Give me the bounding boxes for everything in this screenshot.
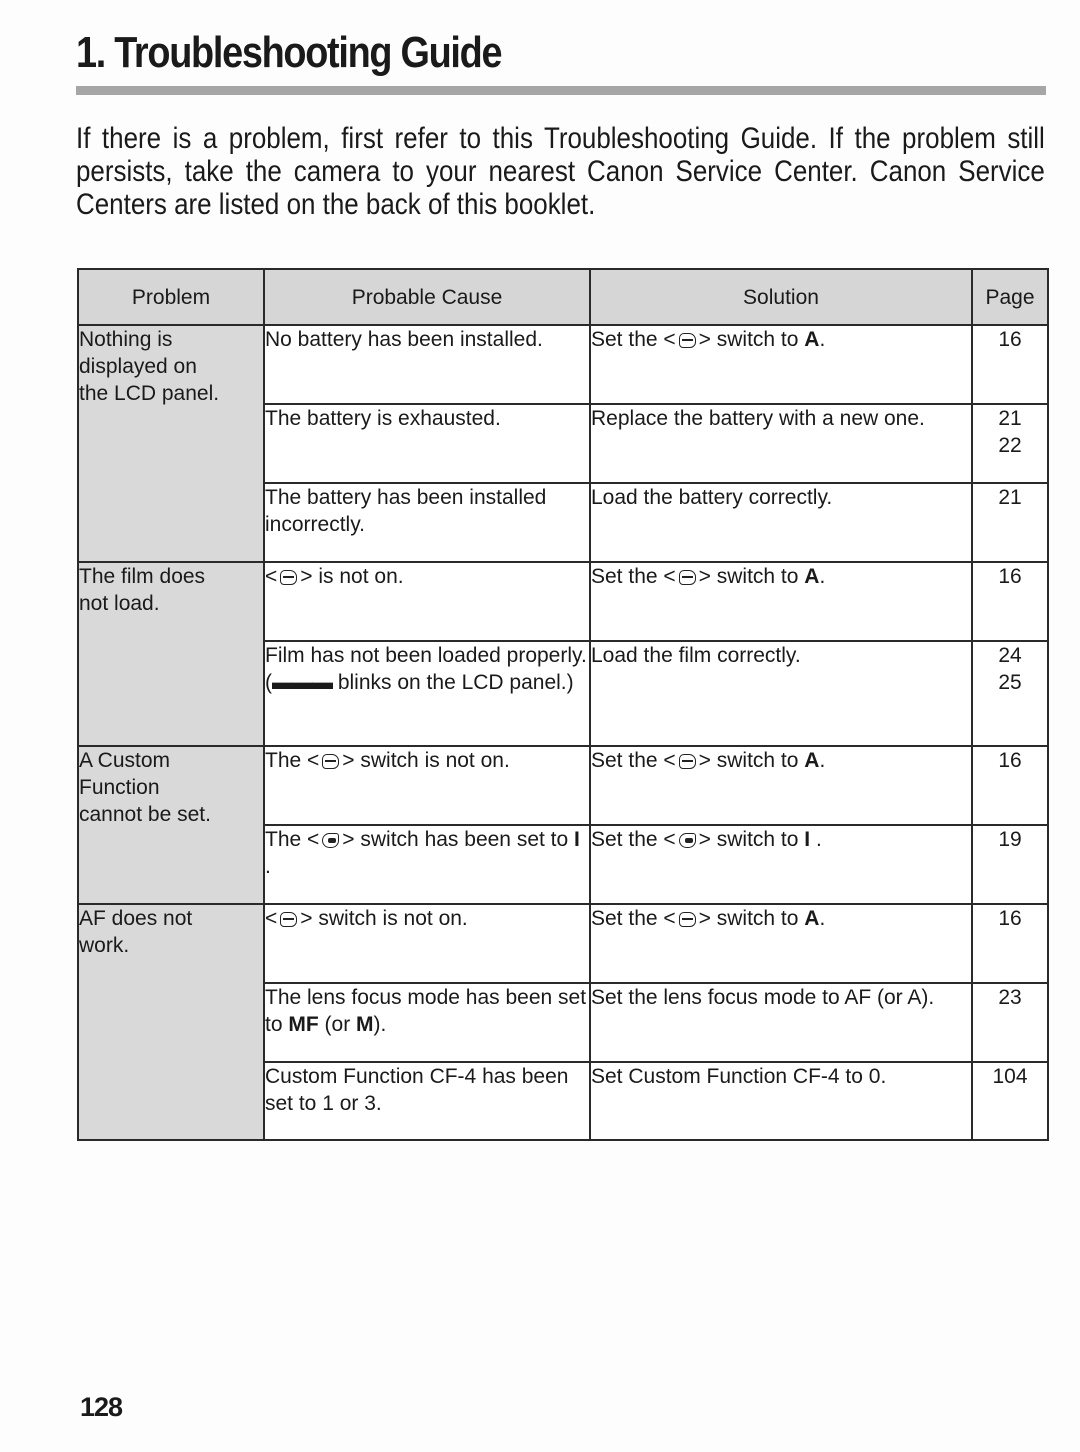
cause-cell [264,904,590,983]
cause-text: Film has not been loaded properly. ( [265,644,587,694]
cause-text: < [265,907,278,930]
problem-text: Nothing is [79,328,173,351]
cause-text: The lens focus mode has been set to [265,986,587,1036]
problem-text: cannot be set. [79,803,211,826]
problem-cell [78,904,264,1140]
cause-text: ). [373,1013,387,1036]
problem-text: work. [79,934,130,957]
title-rule [76,86,1046,95]
solution-text: > switch to [698,907,805,930]
solution-cell [590,746,972,825]
solution-text: . [819,565,826,588]
page-cell [972,325,1048,404]
solution-text: > switch to [698,828,805,851]
solution-cell [590,825,972,904]
cause-cell [264,825,590,904]
page-cell [972,825,1048,904]
column-header-probable-cause: Probable Cause [264,269,590,325]
cause-cell [264,746,590,825]
main-switch-icon [679,333,696,348]
main-switch-icon [322,754,339,769]
page-ref: 24 [998,644,1022,667]
solution-cell: Set the lens focus mode to AF (or A). [590,983,972,1062]
cause-cell: No battery has been installed. [264,325,590,404]
page-title: 1. Troubleshooting Guide [76,28,502,77]
solution-text: > switch to [698,749,805,772]
problem-cell [78,325,264,562]
page-cell [972,983,1048,1062]
page-cell [972,404,1048,483]
page-ref: 16 [998,907,1022,930]
lock-switch-icon [679,833,696,848]
switch-position-label: A [804,565,820,588]
troubleshooting-table [77,268,1049,1141]
main-switch-icon [679,754,696,769]
cause-text: The < [265,749,320,772]
page-ref: 16 [998,328,1022,351]
column-header-problem: Problem [78,269,264,325]
table-row [78,325,1048,404]
cause-cell: The battery is exhausted. [264,404,590,483]
cause-text: > switch is not on. [342,749,510,772]
page-ref: 104 [992,1065,1028,1088]
page-ref: 19 [998,828,1022,851]
cause-text: > switch is not on. [300,907,468,930]
problem-cell [78,746,264,904]
problem-text: Function [79,776,160,799]
solution-cell: Set Custom Function CF-4 to 0. [590,1062,972,1140]
cause-cell [264,641,590,746]
page-cell [972,746,1048,825]
cause-cell [264,562,590,641]
problem-text: AF does not [79,907,193,930]
switch-position-label: I [804,828,811,851]
page-cell [972,483,1048,562]
problem-text: the LCD panel. [79,382,220,405]
lock-switch-icon [322,833,339,848]
cause-text: . [265,855,271,878]
column-header-page: Page [972,269,1048,325]
problem-text: A Custom [79,749,171,772]
page-ref: 16 [998,749,1022,772]
solution-text: . [815,828,822,851]
switch-position-label: I [574,828,580,851]
cause-text: > switch has been set to [342,828,575,851]
page-cell [972,562,1048,641]
problem-text: not load. [79,592,160,615]
page-ref: 22 [998,434,1022,457]
page-cell [972,904,1048,983]
cause-text: < [265,565,278,588]
cause-text: The < [265,828,320,851]
switch-position-label: A [804,328,820,351]
main-switch-icon [679,912,696,927]
solution-text: Set the < [591,328,676,351]
focus-mode-label: MF [288,1013,319,1036]
page-ref: 25 [998,671,1022,694]
switch-position-label: A [804,749,820,772]
solution-text: Set the < [591,828,676,851]
solution-text: . [819,749,826,772]
table-header-row [78,269,1048,325]
cause-cell: Custom Function CF-4 has been set to 1 or 3. [264,1062,590,1140]
page-ref: 16 [998,565,1022,588]
intro-paragraph: If there is a problem, first refer to this Troubleshooting Guide. If the problem still persists, take the camera to your nearest Canon Service Center. Canon Service Centers are listed on the back of this booklet. [76,122,1045,221]
cause-text: (or [318,1013,357,1036]
problem-text: displayed on [79,355,197,378]
problem-cell [78,562,264,746]
table-row [78,746,1048,825]
page-number: 128 [80,1392,123,1422]
cause-text: blinks on the LCD panel.) [332,671,574,694]
page-ref: 23 [998,986,1022,1009]
problem-text: The film does [79,565,206,588]
page-ref: 21 [998,407,1022,430]
solution-text: . [819,907,826,930]
main-switch-icon [679,570,696,585]
solution-text: Set the < [591,749,676,772]
main-switch-icon [280,912,297,927]
cause-cell [264,983,590,1062]
column-header-solution: Solution [590,269,972,325]
focus-mode-label: M [356,1013,374,1036]
solution-cell [590,562,972,641]
solution-cell: Load the battery correctly. [590,483,972,562]
solution-text: Set the < [591,565,676,588]
table-row [78,904,1048,983]
solution-text: Set the < [591,907,676,930]
page-cell [972,1062,1048,1140]
solution-text: > switch to [698,565,805,588]
blinking-bars-icon: ▬▬▬ [272,671,332,694]
page-cell [972,641,1048,746]
switch-position-label: A [804,907,820,930]
solution-text: > switch to [698,328,805,351]
table-row [78,562,1048,641]
cause-text: > is not on. [300,565,404,588]
main-switch-icon [280,570,297,585]
page-ref: 21 [998,486,1022,509]
solution-cell [590,325,972,404]
solution-cell: Load the film correctly. [590,641,972,746]
solution-cell: Replace the battery with a new one. [590,404,972,483]
solution-cell [590,904,972,983]
cause-cell: The battery has been installed incorrectly. [264,483,590,562]
solution-text: . [819,328,826,351]
